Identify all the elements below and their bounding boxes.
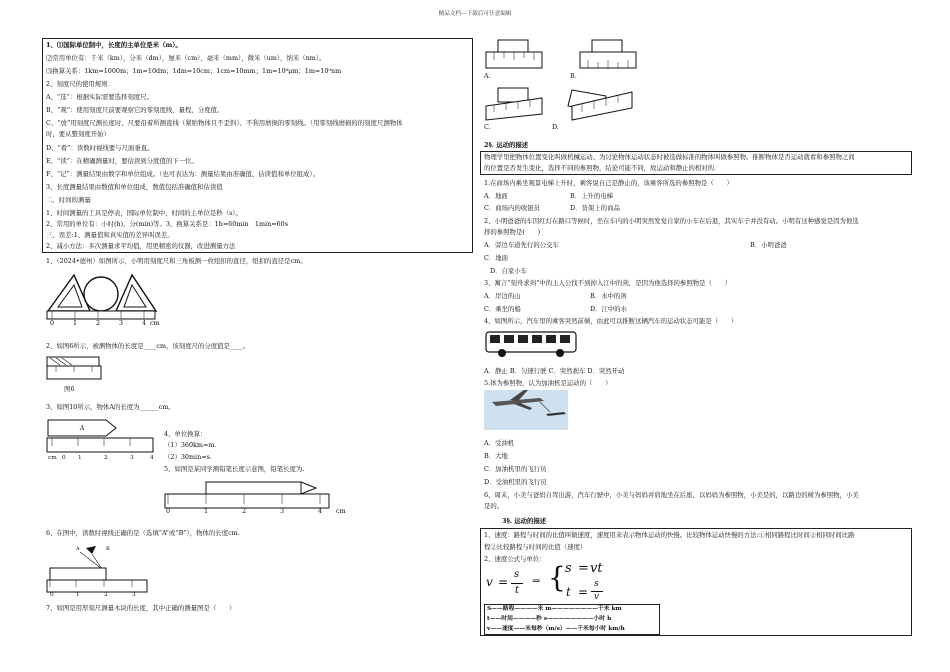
box-line-6: B、“观”：使用刻度尺前要观察它的零刻度线、量程、分度值。 xyxy=(46,106,224,114)
box-line-8: 时，要从整刻度开始） xyxy=(46,130,110,138)
section-3-line-3: 2、速度公式与单位： xyxy=(484,555,546,563)
r-q1-opt-c: C．商场内的收银员 xyxy=(484,204,541,212)
ruler1-label-1: 1 xyxy=(73,319,78,327)
ruler6-label-1: 1 xyxy=(76,592,80,598)
r-q3-opt-c: C．乘坐的船 xyxy=(484,305,521,313)
formula-eq3: = xyxy=(578,585,589,599)
box-line-12: 3、长度测量结果由数值和单位组成，数值包括准确值和估读值 xyxy=(46,183,223,191)
section-3-title: 3§. 运动的描述 xyxy=(502,517,547,525)
formula-eq: = xyxy=(498,575,509,589)
box-line-2: ⑵常用单位有：千米（km），分米（dm），厘米（cm），毫米（mm），微米（um），纳米（nm）。 xyxy=(46,54,326,62)
question-4-title: 4、单位换算： xyxy=(164,430,207,438)
section-3-line-2: 程②比较路程与时间的比值（速度） xyxy=(484,543,587,551)
box-line-1: 1、⑴国际单位制中，长度的主单位是米（m）。 xyxy=(46,41,182,49)
formula-s3: s xyxy=(594,579,599,589)
question-5: 5、如图是某同学测铅笔长度示意图，铅笔长度为. xyxy=(164,465,305,473)
arrow-icon: ⇒ xyxy=(532,576,541,587)
box-line-11: F、“记”：测量结果由数字和单位组成。（也可表达为：测量结果由准确值、估读值和单位组成）。 xyxy=(46,170,319,178)
ruler3-label-2: 2 xyxy=(104,455,108,461)
ruler5-label-1: 1 xyxy=(204,507,209,515)
ruler1-label-3: 3 xyxy=(119,319,124,327)
question-3: 3、如图10所示，物体A的长度为______cm。 xyxy=(46,403,175,411)
fig10-ruler xyxy=(46,418,156,470)
formula-eq2: = xyxy=(578,561,589,576)
r-q5-opt-a: A．受油机 xyxy=(484,439,515,447)
fig6-caption: 图6 xyxy=(64,385,75,393)
refueling-figure xyxy=(484,390,568,430)
option-a-label: A. xyxy=(484,72,491,80)
box-line-4: 2、刻度尺的使用规则： xyxy=(46,80,114,88)
ruler5-label-2: 2 xyxy=(242,507,247,515)
question-7: 7、如图是用厚刻尺测量木块的长度，其中正确的测量图是（ ） xyxy=(46,604,236,612)
r-q1-opt-d: D．货架上的商品 xyxy=(570,204,620,212)
formula-t: t xyxy=(515,585,520,596)
brace-icon: { xyxy=(548,561,566,594)
formula-s: s xyxy=(514,569,520,580)
question-1: 1、（2024•德州）如图所示，小明用刻度尺和三角板测一枚纽扣的直径，纽扣的直径是cm。 xyxy=(46,257,307,265)
question-4-a: （1）360km=m. xyxy=(164,441,217,449)
bus-figure xyxy=(484,330,580,360)
formula-v2: v xyxy=(594,592,600,602)
ruler1-label-4: 4 xyxy=(142,319,147,327)
section-3-line-1: 1、速度：路程与时间的比值叫做速度，速度用来表示物体运动的快慢。比较物体运动快慢的方法:①相同路程比时间②相同时间比路 xyxy=(484,531,855,539)
r-q2-opt-a: A．旁边车道先行的公交车 xyxy=(484,241,559,249)
r-question-5: 5.体为参照物，认为加油机是运动的（ ） xyxy=(484,379,612,387)
button-ruler-figure xyxy=(46,269,166,333)
ruler1-label-2: 2 xyxy=(96,319,101,327)
formula-t2: t xyxy=(566,585,571,599)
r-q1-opt-a: A．地面 xyxy=(484,192,508,200)
ruler5-label-3: 3 xyxy=(280,507,285,515)
question-6: 6、在图中，读数时视线正确的是（选填“A”或“B”），物体的长度cm. xyxy=(46,529,240,537)
box-line-15: 2、常用的单位有：小时(h)、分(min)等。3、换算关系是：1h=60min 1min=60s xyxy=(46,220,288,228)
option-c-label: C. xyxy=(484,123,491,131)
pencil-ruler-figure xyxy=(164,480,344,520)
r-q1-opt-b: B．上升的电梯 xyxy=(570,192,614,200)
fig6-ruler xyxy=(46,356,106,386)
box-line-14: 1、时间测量的工具是停表，国际单位制中，时间的主单位是秒（s）。 xyxy=(46,209,242,217)
section-2-title: 2§. 运动的描述 xyxy=(484,141,529,149)
ruler3-label-4: 4 xyxy=(150,455,154,461)
option-b-label: B. xyxy=(570,72,577,80)
formula-vt: vt xyxy=(590,561,603,576)
ruler1-label-0: 0 xyxy=(50,319,55,327)
question-2: 2、如图6所示，被测物体的长度是____cm，该刻度尺的分度值是____。 xyxy=(46,342,250,350)
option-a-figure xyxy=(484,38,544,72)
r-question-6b: 是的。 xyxy=(484,502,504,510)
r-q5-opt-d: D．受油机里的飞行员 xyxy=(484,478,547,486)
units-line-2: t——时间————秒 s————————小时 h xyxy=(487,616,612,622)
formula-s2: s xyxy=(565,561,572,576)
r-q3-opt-b: B．水中的剑 xyxy=(590,292,627,300)
svg-text:A: A xyxy=(80,425,85,432)
r-question-2b: 择的参照物是( ) xyxy=(484,228,541,236)
units-line-3: v——速度——米每秒（m/s）——千米每小时 km/h xyxy=(487,626,625,632)
ruler5-unit: cm xyxy=(336,507,346,515)
r-question-6: 6、周末，小美与爸妈自驾出游，汽车行驶中，小美与妈妈并肩地坐在后座，以妈妈为参照物，小美是的，以路边的树为参照物，小美 xyxy=(484,491,859,499)
ruler3-label-0: 0 xyxy=(62,455,66,461)
box-line-5: A、“选”：根据实际需要选择刻度尺。 xyxy=(46,93,154,101)
ruler3-label-unit: cm xyxy=(48,455,57,461)
r-question-2: 2、小明爸爸的车因红灯在路口等候时，坐在车内的小明突然发觉自家的小车在后退，其实车子并没有动。小明有这种感觉是因为他选 xyxy=(484,217,859,225)
ruler5-label-4: 4 xyxy=(318,507,323,515)
ruler3-label-1: 1 xyxy=(78,455,82,461)
ruler1-unit: cm xyxy=(150,319,160,327)
svg-text:B: B xyxy=(106,546,110,552)
r-q5-opt-c: C．加油机里的飞行员 xyxy=(484,465,547,473)
option-d-figure xyxy=(566,86,636,122)
page-header: 精品文档---下载后可任意编辑 xyxy=(438,11,512,17)
question-4-b: （2）30min=s. xyxy=(164,453,212,461)
box-line-7: C、“放”用刻度尺测长度时，尺要沿着所测直线（紧贴物体且不歪斜）。不利用磨损的零刻线。（用零刻线磨损的的刻度尺测物体 xyxy=(46,119,403,127)
r-question-1: 1.在商场内乘坐观景电梯上升时，乘客说自己是静止的，该乘客所选的参照物是（ ） xyxy=(484,179,733,187)
r-q2-opt-b: B．小明爸爸 xyxy=(750,241,787,249)
r-q5-opt-b: B．大地 xyxy=(484,452,508,460)
ruler6-label-3: 3 xyxy=(132,592,136,598)
box-line-9: D、“看”：读数时视线要与尺面垂直。 xyxy=(46,144,154,152)
option-d-label: D. xyxy=(552,123,559,131)
r-q2-opt-d: D．自家小车 xyxy=(490,267,528,275)
r-q3-opt-d: D．江中的水 xyxy=(590,305,628,313)
sightline-figure xyxy=(46,542,156,594)
units-line-1: S——路程————米 m————————千米 km xyxy=(487,606,622,612)
box-line-10: E、“读”：在精确测量时，要估读到分度值的下一位。 xyxy=(46,157,198,165)
box-line-3: ⑶换算关系：1km=1000m；1m=10dm；1dm=10cm；1cm=10mm；1m=10⁶μm；1m=10⁹nm xyxy=(46,67,342,75)
option-c-figure xyxy=(484,86,544,122)
r-question-4: 4、如图所示，汽车里的乘客突然前倾，由此可以推断这辆汽车的运动状态可能是（ ） xyxy=(484,317,738,325)
box-line-16: 三、误差:1、测量值和真实值的差异叫误差。 xyxy=(46,231,174,239)
ruler3-label-3: 3 xyxy=(130,455,134,461)
box-line-17: 2、减小方法：多次测量求平均值，用更精密的仪器，改进测量方法 xyxy=(46,242,236,250)
svg-text:A: A xyxy=(76,546,80,552)
box-line-13: 二、时间的测量 xyxy=(46,196,91,204)
formula-v: v xyxy=(486,575,493,589)
r-q2-opt-c: C．地面 xyxy=(484,254,509,262)
formula-fraction-bar xyxy=(511,583,523,584)
r-q3-opt-a: A．岸边的山 xyxy=(484,292,521,300)
option-b-figure xyxy=(578,38,638,72)
ruler6-label-2: 2 xyxy=(104,592,108,598)
r-question-3: 3、寓言“刻舟求剑”中的主人公找不到掉入江中的剑，是因为他选择的参照物是（ ） xyxy=(484,279,732,287)
ruler6-label-0: 0 xyxy=(50,592,54,598)
section-2-line-2: 的位置是否发生变化，选择不同的参照物，结论可能不同，故运动和静止的相对的. xyxy=(484,164,717,172)
r-q4-options: A．静止 B．匀速行驶 C．突然刹车 D．突然开动 xyxy=(484,367,625,375)
section-2-line-1: 物理学里把物体位置变化叫做机械运动。为讨论物体运动状态时被选做标准的物体叫做参照物。推断物体是否运动就看和参照物之间 xyxy=(484,153,855,161)
ruler5-label-0: 0 xyxy=(166,507,171,515)
